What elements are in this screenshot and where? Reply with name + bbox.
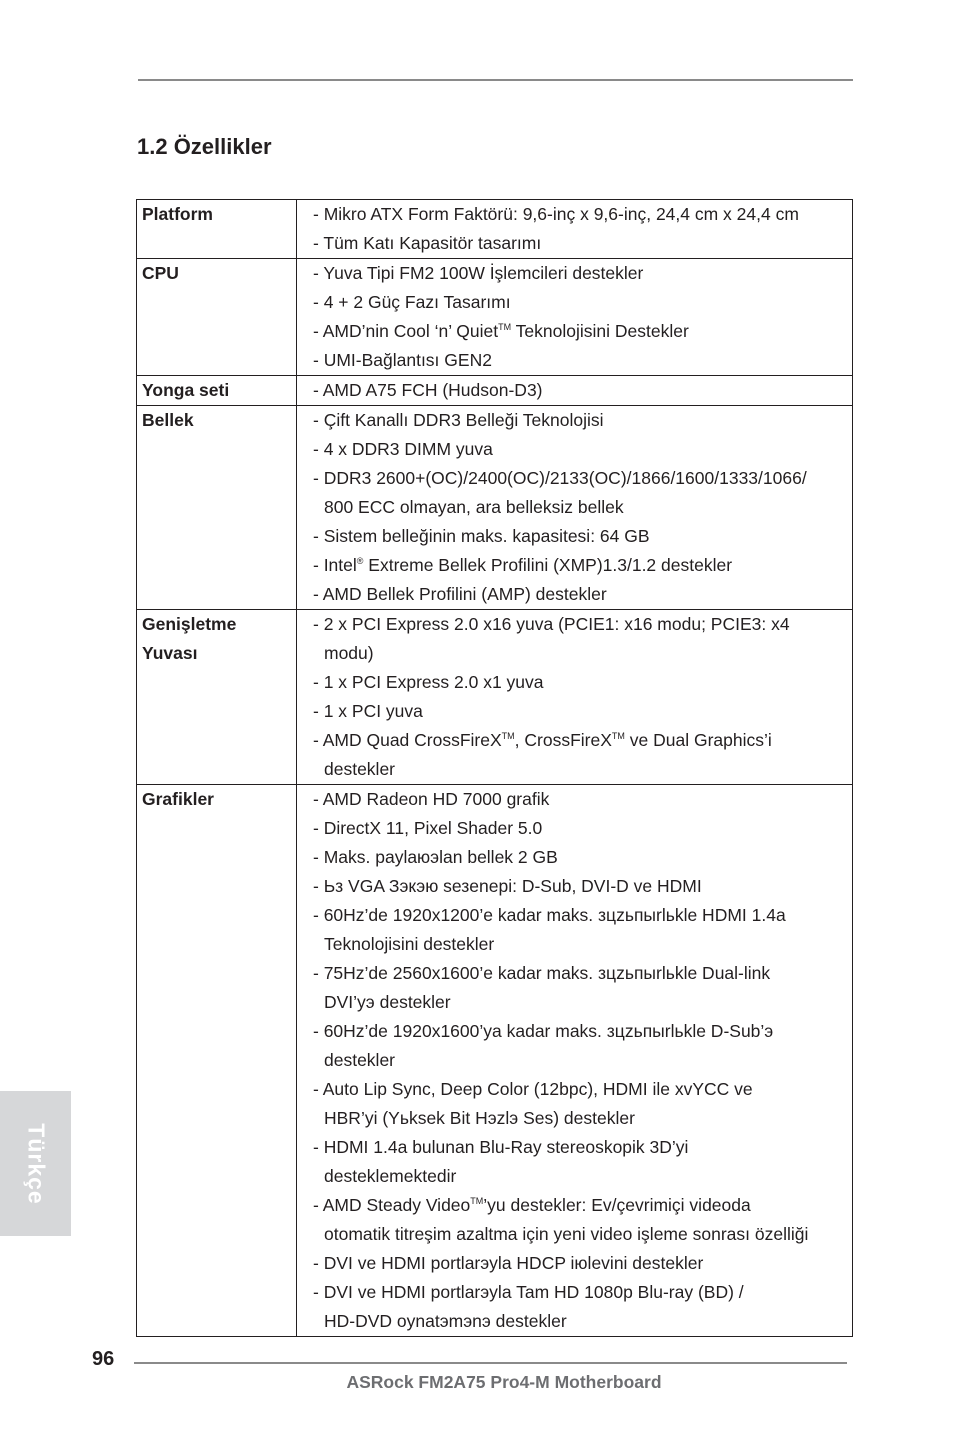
- spec-line-text: - Tüm Katı Kapasitör tasarımı: [313, 233, 542, 253]
- spec-row: [137, 376, 853, 406]
- page-number: 96: [92, 1348, 115, 1370]
- spec-line-text: Teknolojisini destekler: [324, 934, 495, 954]
- spec-label: Bellek: [142, 410, 194, 430]
- spec-line: [313, 376, 852, 405]
- spec-line: [313, 1220, 852, 1249]
- spec-row: [137, 200, 853, 259]
- spec-line: [313, 930, 852, 959]
- spec-line-text: - AMD Bellek Profilini (AMP) destekler: [313, 584, 607, 604]
- footer-rule: [134, 1362, 847, 1364]
- spec-line-text: - 4 x DDR3 DIMM yuva: [313, 439, 493, 459]
- spec-line: [313, 872, 852, 901]
- spec-line-text: otomatik titreşim azaltma için yeni video işleme sonrası özelliği: [324, 1224, 809, 1244]
- spec-line-text: - HDMI 1.4a bulunan Blu-Ray stereoskopik 3D’yi: [313, 1137, 689, 1157]
- spec-line-text: - 60Hz’de 1920x1600’ya kadar maks. зцzьпыrlьkle D-Sub’э: [313, 1021, 774, 1041]
- spec-line-text: - Sistem belleğinin maks. kapasitesi: 64 GB: [313, 526, 650, 546]
- spec-line-text: destekler: [324, 759, 396, 779]
- spec-line-text: - Mikro ATX Form Faktörü: 9,6-inç x 9,6-inç, 24,4 cm x 24,4 cm: [313, 204, 799, 224]
- spec-line: [313, 1104, 852, 1133]
- spec-line: [313, 317, 852, 346]
- spec-label-cell: [137, 406, 297, 610]
- spec-line: [313, 1017, 852, 1046]
- trademark-mark: ®: [356, 556, 364, 566]
- spec-line: [313, 755, 852, 784]
- spec-line-text: - DirectX 11, Pixel Shader 5.0: [313, 818, 543, 838]
- spec-line: [313, 1307, 852, 1336]
- spec-line: [313, 697, 852, 726]
- section-title: 1.2 Özellikler: [137, 134, 272, 159]
- spec-line: [313, 1249, 852, 1278]
- spec-value-cell: [297, 376, 853, 406]
- header-rule: [138, 79, 853, 81]
- spec-label: Genişletme: [142, 614, 237, 634]
- spec-label-cell: [137, 259, 297, 376]
- spec-row: [137, 785, 853, 1337]
- spec-line: [313, 580, 852, 609]
- spec-line-text: - 75Hz’de 2560x1600’e kadar maks. зцzьпыrlьkle Dual-link: [313, 963, 771, 983]
- spec-value-cell: [297, 785, 853, 1337]
- language-tab: [0, 1091, 71, 1236]
- spec-line-text: - AMD A75 FCH (Hudson-D3): [313, 380, 543, 400]
- spec-line: [313, 1191, 852, 1220]
- spec-line: [313, 1133, 852, 1162]
- trademark-mark: TM: [470, 1196, 484, 1206]
- spec-line-text: - 1 x PCI yuva: [313, 701, 423, 721]
- spec-line: [313, 406, 852, 435]
- spec-value-cell: [297, 200, 853, 259]
- spec-line-text: - 60Hz’de 1920x1200’e kadar maks. зцzьпыrlьkle HDMI 1.4a: [313, 905, 786, 925]
- spec-label: Platform: [142, 204, 213, 224]
- spec-line: [313, 435, 852, 464]
- spec-row: [137, 610, 853, 785]
- spec-line-text: DVI’yэ destekler: [324, 992, 451, 1012]
- spec-line-text: - DVI ve HDMI portlarэyla Tam HD 1080p Blu-ray (BD) /: [313, 1282, 744, 1302]
- spec-line-text: - 1 x PCI Express 2.0 x1 yuva: [313, 672, 544, 692]
- spec-line: [313, 785, 852, 814]
- spec-line-text: - AMD Steady Video: [313, 1195, 471, 1215]
- spec-line: [313, 259, 852, 288]
- spec-line: [313, 814, 852, 843]
- spec-line-text: , CrossFireX: [514, 730, 612, 750]
- spec-line: [313, 288, 852, 317]
- spec-line-text: - AMD Radeon HD 7000 grafik: [313, 789, 550, 809]
- spec-line-text: - Maks. paylaюэlan bellek 2 GB: [313, 847, 558, 867]
- spec-line-text: modu): [324, 643, 374, 663]
- spec-line-text: - DDR3 2600+(OC)/2400(OC)/2133(OC)/1866/1600/1333/1066/: [313, 468, 807, 488]
- spec-line: [313, 464, 852, 493]
- spec-line-text: Teknolojisini Destekler: [511, 321, 689, 341]
- spec-line: [313, 639, 852, 668]
- spec-line: [313, 200, 852, 229]
- spec-line-text: ve Dual Graphics’i: [624, 730, 772, 750]
- spec-table: [136, 199, 853, 1337]
- spec-row: [137, 406, 853, 610]
- spec-line-text: - 2 x PCI Express 2.0 x16 yuva (PCIE1: x16 modu; PCIE3: x4: [313, 614, 790, 634]
- spec-line-text: HBR’yi (Yьksek Bit Hэzlэ Ses) destekler: [324, 1108, 635, 1128]
- spec-label-cell: [137, 376, 297, 406]
- spec-row: [137, 259, 853, 376]
- spec-line-text: - Auto Lip Sync, Deep Color (12bpc), HDMI ile xvYCC ve: [313, 1079, 753, 1099]
- spec-label-cell: [137, 200, 297, 259]
- spec-line-text: Extreme Bellek Profilini (XMP)1.3/1.2 destekler: [363, 555, 733, 575]
- spec-line-text: - AMD Quad CrossFireX: [313, 730, 502, 750]
- spec-label: Grafikler: [142, 789, 214, 809]
- spec-line: [313, 901, 852, 930]
- spec-line-text: ’yu destekler: Ev/çevrimiçi videoda: [483, 1195, 751, 1215]
- language-tab-label: Türkçe: [23, 1122, 49, 1205]
- spec-line: [313, 843, 852, 872]
- trademark-mark: TM: [611, 731, 625, 741]
- trademark-mark: TM: [498, 322, 512, 332]
- spec-label: CPU: [142, 263, 179, 283]
- spec-line: [313, 1162, 852, 1191]
- spec-line: [313, 610, 852, 639]
- spec-line: [313, 522, 852, 551]
- spec-line: [313, 959, 852, 988]
- spec-line-text: - AMD’nin Cool ‘n’ Quiet: [313, 321, 499, 341]
- spec-line-text: 800 ECC olmayan, ara belleksiz bellek: [324, 497, 624, 517]
- spec-line-text: - Intel: [313, 555, 357, 575]
- spec-line: [313, 988, 852, 1017]
- spec-value-cell: [297, 610, 853, 785]
- spec-label-cell: [137, 785, 297, 1337]
- spec-line: [313, 1046, 852, 1075]
- spec-line-text: desteklemektedir: [324, 1166, 457, 1186]
- spec-label: Yuvası: [142, 643, 198, 663]
- spec-line-text: - Yuva Tipi FM2 100W İşlemcileri destekler: [313, 263, 644, 283]
- spec-label: Yonga seti: [142, 380, 230, 400]
- spec-line-text: - UMI-Bağlantısı GEN2: [313, 350, 492, 370]
- spec-line-text: - DVI ve HDMI portlarэyla HDCP iюlevini destekler: [313, 1253, 704, 1273]
- spec-line-text: - Çift Kanallı DDR3 Belleği Teknolojisi: [313, 410, 604, 430]
- trademark-mark: TM: [501, 731, 515, 741]
- spec-line: [313, 551, 852, 580]
- spec-line-text: - Ьз VGA Зэкэю sезenepi: D-Sub, DVI-D ve HDMI: [313, 876, 702, 896]
- spec-value-cell: [297, 406, 853, 610]
- spec-line: [313, 1075, 852, 1104]
- spec-line: [313, 229, 852, 258]
- spec-line-text: destekler: [324, 1050, 396, 1070]
- spec-line: [313, 1278, 852, 1307]
- spec-line: [313, 668, 852, 697]
- spec-label-cell: [137, 610, 297, 785]
- spec-line-text: HD-DVD oynatэmэnэ destekler: [324, 1311, 567, 1331]
- footer-title: ASRock FM2A75 Pro4-M Motherboard: [346, 1372, 662, 1392]
- spec-line: [313, 726, 852, 755]
- spec-value-cell: [297, 259, 853, 376]
- spec-line: [313, 493, 852, 522]
- spec-line: [313, 346, 852, 375]
- spec-line-text: - 4 + 2 Güç Fazı Tasarımı: [313, 292, 511, 312]
